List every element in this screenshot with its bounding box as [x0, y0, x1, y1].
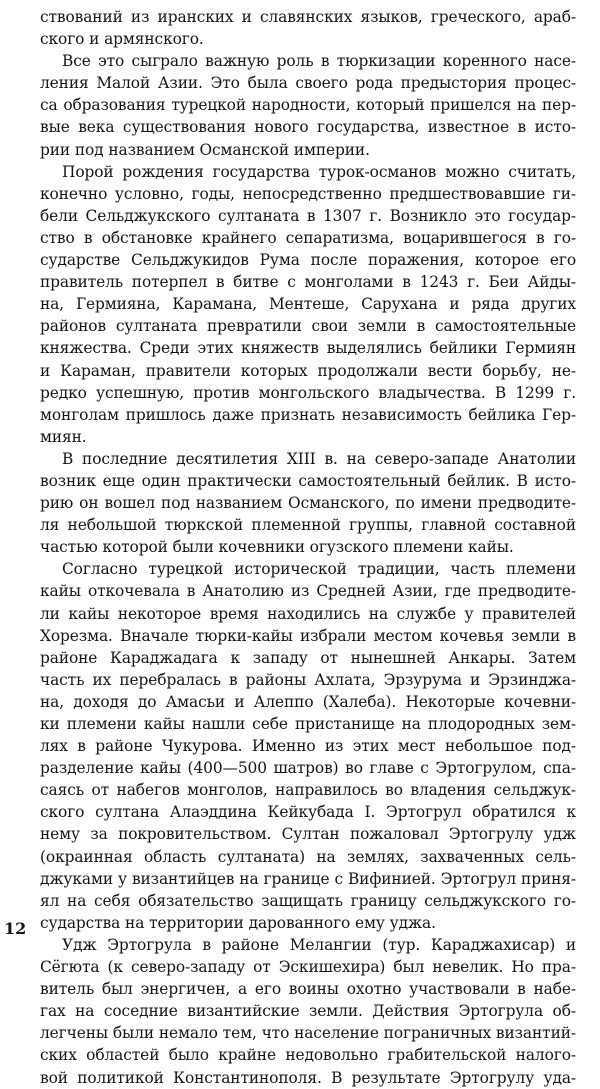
- text-line: В последние десятилетия XIII в. на северо-западе Анатолии: [62, 449, 576, 468]
- text-line: бели Сельджукского султаната в 1307 г. Возникло это государ-: [40, 206, 576, 225]
- text-line: на, Гермияна, Карамана, Ментеше, Саруханa и ряда других: [40, 295, 576, 314]
- text-line: ял на себя обязательство защищать границу сельджукского го-: [40, 891, 576, 910]
- text-line: ствований из иранских и славянских языков, греческого, араб-: [40, 8, 576, 26]
- text-line: рию он вошел под названием Османского, по имени предводите-: [40, 494, 576, 513]
- text-line: Согласно турецкой исторической традиции, часть племени: [62, 560, 576, 579]
- text-line: Все это сыграло важную роль в тюркизации коренного насе-: [62, 52, 576, 71]
- page-number: 12: [4, 919, 27, 938]
- text-line: правитель потерпел в битве с монголами в 1243 г. Беи Айды-: [40, 273, 576, 292]
- text-line: джуками у византийцев на границе с Вифинией. Эртогрул приня-: [40, 869, 576, 888]
- text-line: саясь от набегов монголов, направилось во владения сельджук-: [40, 781, 576, 800]
- text-line: княжества. Среди этих княжеств выделялись бейлики Гермиян: [40, 339, 576, 358]
- text-line: Порой рождения государства турок-османов можно считать,: [62, 162, 576, 181]
- text-line: ство в обстановке крайнего сепаратизма, воцарившегося в го-: [40, 228, 576, 247]
- text-line: рии под названием Османской империи.: [40, 140, 370, 159]
- text-line: районе Караджадага к западу от нынешней Анкары. Затем: [40, 648, 576, 667]
- text-line: Сёгюта (к северо-западу от Эскишехира) был невелик. Но пра-: [40, 958, 576, 977]
- text-line: вые века существования нового государства, известное в исто-: [40, 118, 576, 137]
- text-line: (окраинная область султаната) на землях, захваченных сель-: [40, 847, 576, 866]
- text-line: ского султана Алаэддина Кейкубада I. Эртогрул обратился к: [40, 803, 576, 822]
- text-line: са образования турецкой народности, который пришелся на пер-: [40, 96, 576, 115]
- text-line: разделение кайы (400—500 шатров) во главе с Эртогрулом, спа-: [40, 759, 576, 778]
- text-line: ских областей было крайне недовольно грабительской налого-: [40, 1046, 576, 1065]
- text-line: кайы откочевала в Анатолию из Средней Азии, где предводите-: [40, 582, 576, 601]
- book-page-text: [40, 6, 576, 1089]
- text-line: легчены были немало тем, что население пограничных византий-: [40, 1024, 576, 1043]
- text-line: конечно условно, годы, непосредственно предшествовавшие ги-: [40, 184, 576, 203]
- text-line: возник еще один практически самостоятельный бейлик. В исто-: [40, 471, 576, 490]
- text-line: Удж Эртогрула в районе Мелангии (тур. Караджахисар) и: [62, 935, 576, 954]
- text-line: часть их перебралась в районы Ахлата, Эрзурума и Эрзинджа-: [40, 670, 576, 689]
- text-line: вой политикой Константинополя. В результате Эртогрулу уда-: [40, 1068, 576, 1087]
- text-line: частью которой были кочевники огузского племени кайы.: [40, 538, 514, 557]
- text-line: витель был энергичен, а его воины охотно участвовали в набе-: [40, 980, 576, 999]
- text-line: нему за покровительством. Султан пожаловал Эртогрулу удж: [40, 825, 576, 844]
- text-line: на, доходя до Амасьи и Алеппо (Халеба). Некоторые кочевни-: [40, 692, 576, 711]
- text-line: сударстве Сельджукидов Рума после поражения, которое его: [40, 251, 576, 270]
- text-line: ля небольшой тюркской племенной группы, главной составной: [40, 516, 576, 535]
- text-line: монголам пришлось даже признать независимость бейлика Гер-: [40, 405, 576, 424]
- text-line: ли кайы некоторое время находились на службе у правителей: [40, 604, 576, 623]
- text-line: Хорезма. Вначале тюрки-кайы избрали местом кочевья земли в: [40, 626, 576, 645]
- text-line: редко успешную, против монгольского владычества. В 1299 г.: [40, 383, 576, 402]
- text-line: районов султаната превратили свои земли в самостоятельные: [40, 317, 576, 336]
- text-line: и Караман, правители которых продолжали вести борьбу, не-: [40, 361, 576, 380]
- text-line: миян.: [40, 427, 87, 446]
- text-line: ления Малой Азии. Это была своего рода предыстория процес-: [40, 74, 576, 93]
- text-line: ки племени кайы нашли себе пристанище на плодородных зем-: [40, 715, 576, 733]
- text-line: сударства на территории дарованного ему уджа.: [40, 913, 436, 932]
- text-line: лях в районе Чукурова. Именно из этих мест небольшое под-: [40, 737, 576, 756]
- text-line: ского и армянского.: [40, 30, 204, 49]
- text-line: гах на соседние византийские земли. Действия Эртогрула об-: [40, 1002, 576, 1021]
